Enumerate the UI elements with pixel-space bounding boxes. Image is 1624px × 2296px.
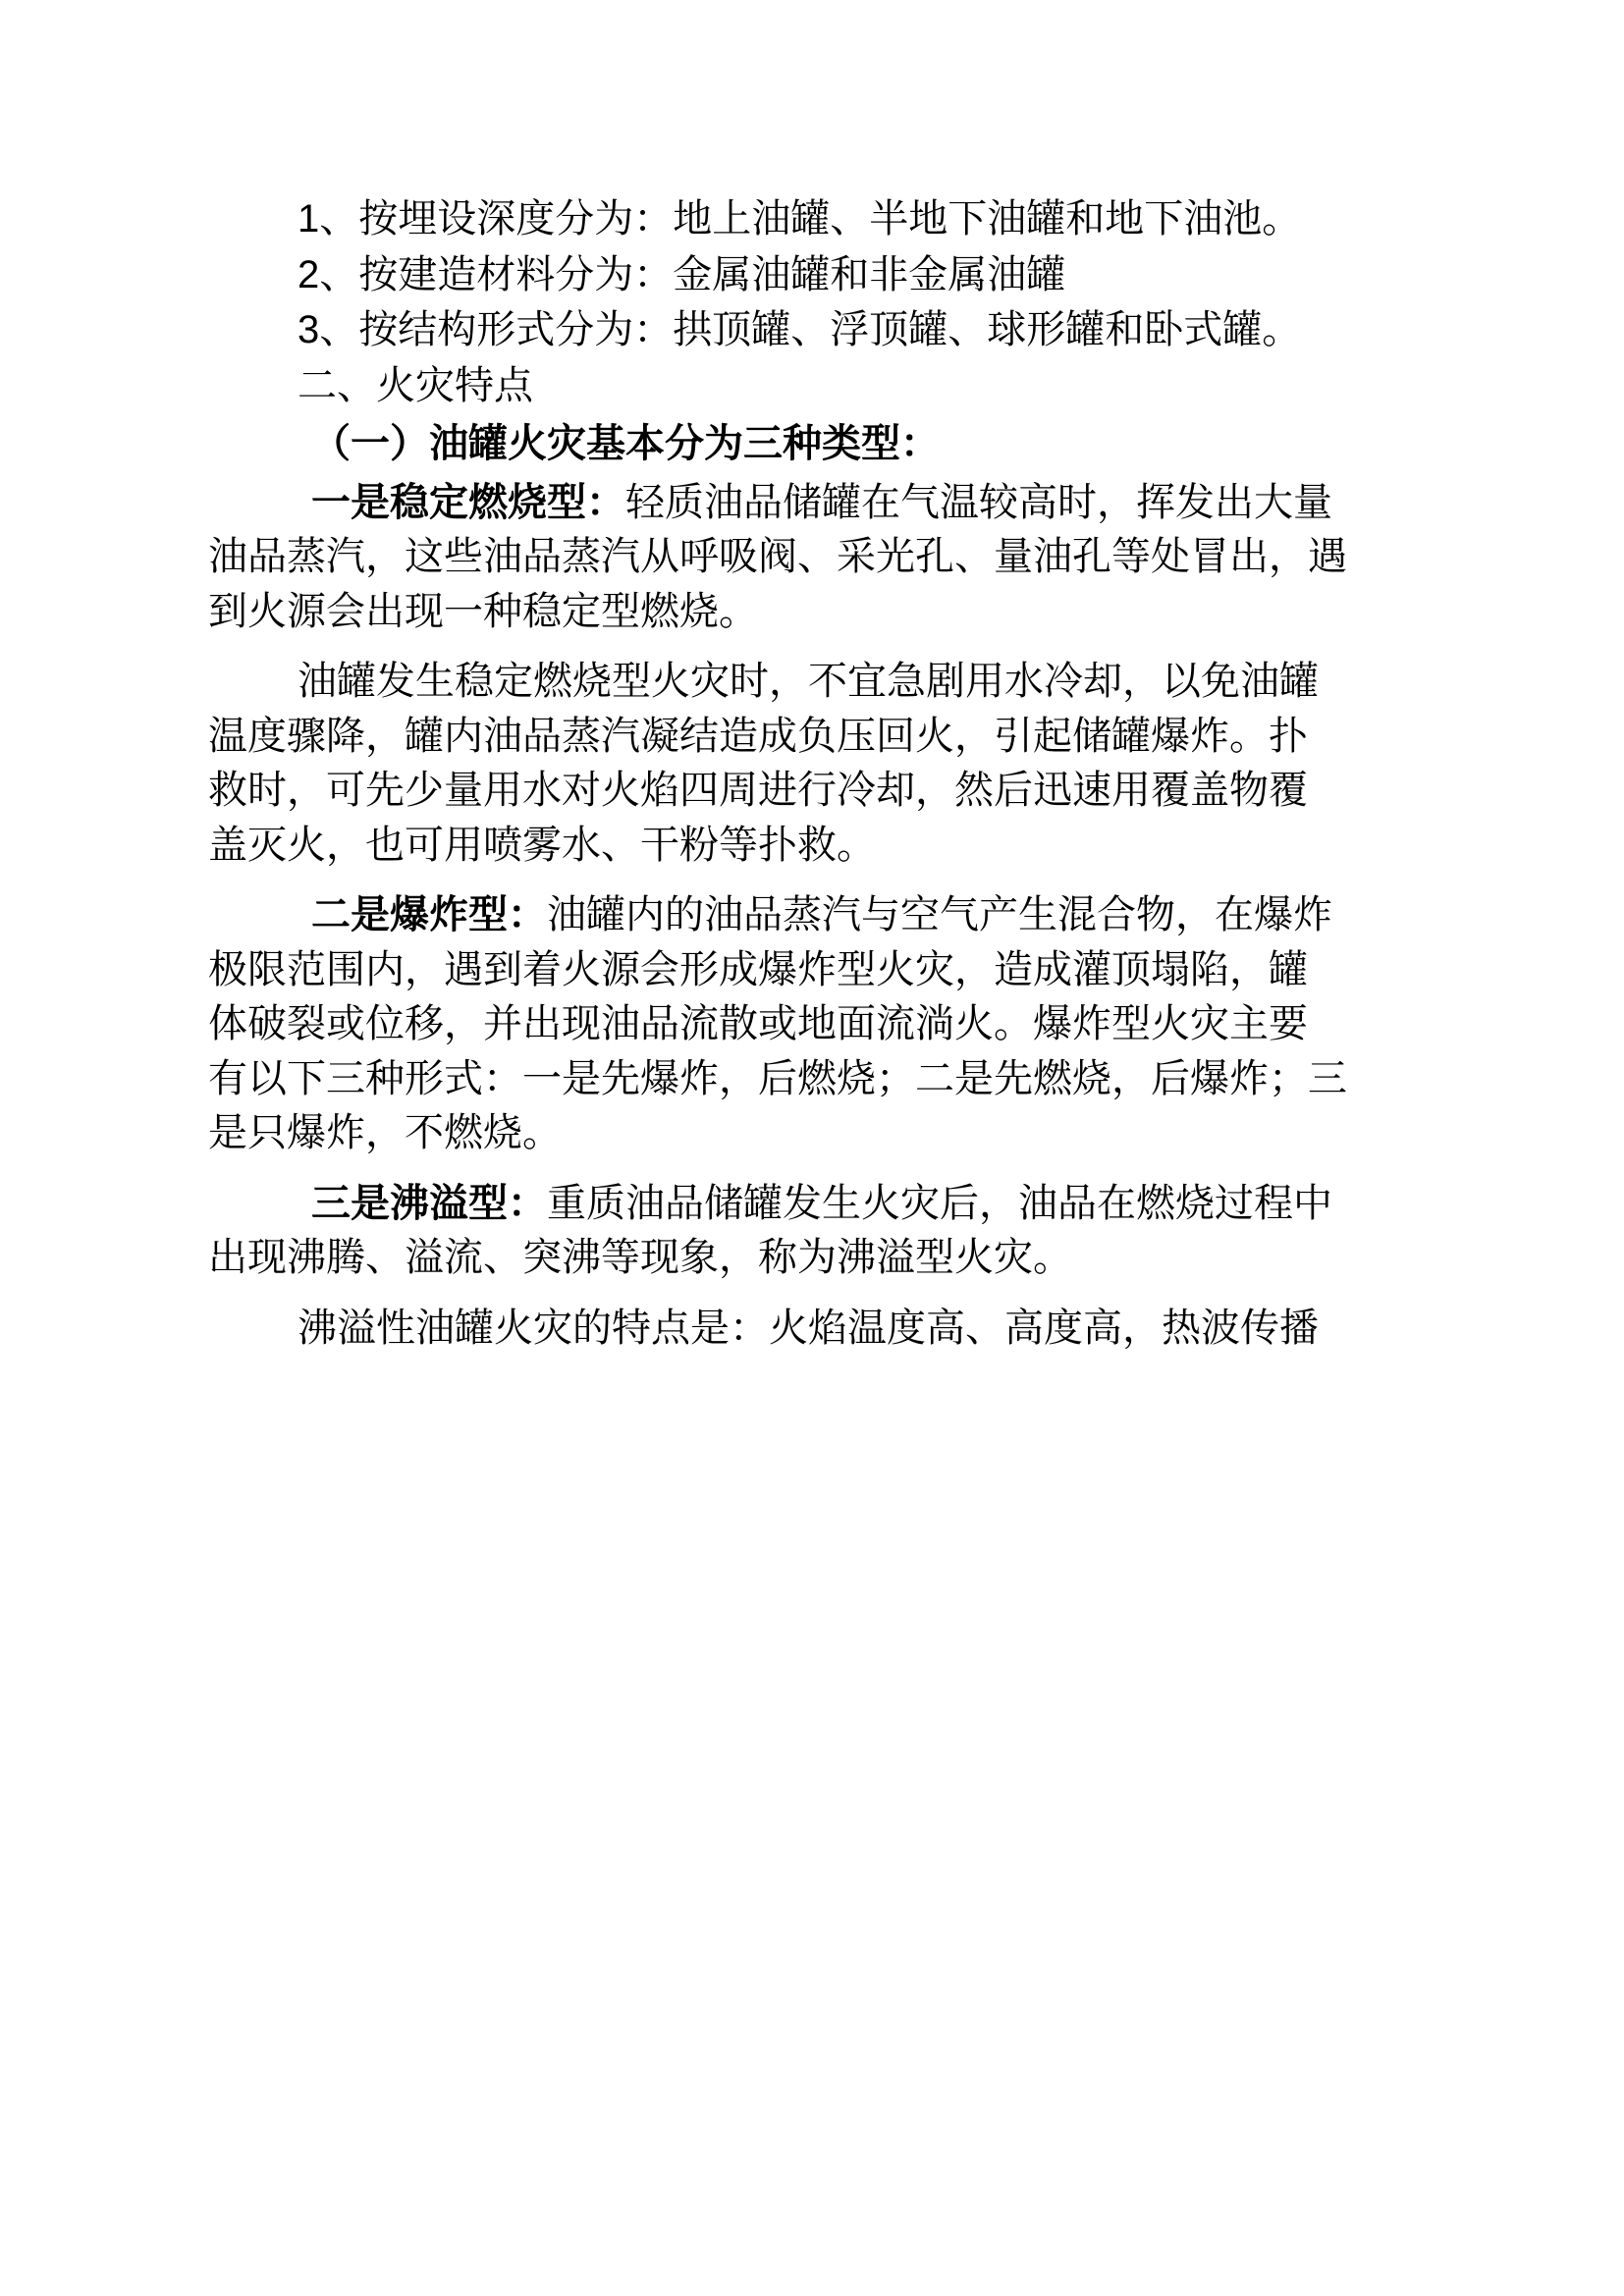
paragraph-type-two-line-4: 有以下三种形式：一是先爆炸，后燃烧；二是先燃烧，后爆炸；三 [208, 1056, 1347, 1100]
paragraph-type-one-line-3: 到火源会出现一种稳定型燃烧。 [208, 589, 758, 633]
list-item-classification-structure: 3、按结构形式分为：拱顶罐、浮顶罐、球形罐和卧式罐。 [298, 308, 1302, 351]
list-item-classification-material: 2、按建造材料分为：金属油罐和非金属油罐 [298, 252, 1066, 296]
paragraph-stable-tactics-line-1: 油罐发生稳定燃烧型火灾时，不宜急剧用水冷却，以免油罐 [298, 660, 1319, 703]
paragraph-boilover-characteristics-line-1: 沸溢性油罐火灾的特点是：火焰温度高、高度高，热波传播 [298, 1306, 1319, 1350]
paragraph-type-three-first-line [208, 1177, 1424, 1232]
subsection-heading-three-fire-types: （一）油罐火灾基本分为三种类型： [311, 422, 940, 465]
paragraph-type-one-line-2: 油品蒸汽，这些油品蒸汽从呼吸阀、采光孔、量油孔等处冒出，遇 [208, 535, 1347, 578]
paragraph-type-two-line-3: 体破裂或位移，并出现油品流散或地面流淌火。爆炸型火灾主要 [208, 1002, 1308, 1045]
section-heading-fire-characteristics: 二、火灾特点 [298, 363, 533, 407]
paragraph-type-one-label: 一是稳定燃烧型： [311, 480, 625, 524]
document-body [208, 192, 1424, 1356]
paragraph-type-three-label: 三是沸溢型： [311, 1181, 547, 1225]
paragraph-type-two-lead: 油罐内的油品蒸汽与空气产生混合物，在爆炸 [547, 893, 1332, 936]
paragraph-type-two-first-line [208, 888, 1424, 943]
paragraph-type-two-line-5: 是只爆炸，不燃烧。 [208, 1111, 562, 1154]
paragraph-stable-tactics-line-3: 救时，可先少量用水对火焰四周进行冷却，然后迅速用覆盖物覆 [208, 769, 1308, 812]
paragraph-stable-tactics-line-4: 盖灭火，也可用喷雾水、干粉等扑救。 [208, 823, 876, 867]
paragraph-type-three-line-2: 出现沸腾、溢流、突沸等现象，称为沸溢型火灾。 [208, 1236, 1072, 1279]
paragraph-type-three-lead: 重质油品储罐发生火灾后，油品在燃烧过程中 [547, 1181, 1332, 1225]
paragraph-type-one-first-line [208, 476, 1424, 531]
paragraph-type-two-label: 二是爆炸型： [311, 893, 547, 936]
paragraph-stable-tactics-line-2: 温度骤降，罐内油品蒸汽凝结造成负压回火，引起储罐爆炸。扑 [208, 714, 1308, 758]
paragraph-type-two-line-2: 极限范围内，遇到着火源会形成爆炸型火灾，造成灌顶塌陷，罐 [208, 947, 1308, 991]
list-item-classification-depth: 1、按埋设深度分为：地上油罐、半地下油罐和地下油池。 [298, 197, 1302, 240]
paragraph-type-one-lead: 轻质油品储罐在气温较高时，挥发出大量 [625, 480, 1332, 524]
